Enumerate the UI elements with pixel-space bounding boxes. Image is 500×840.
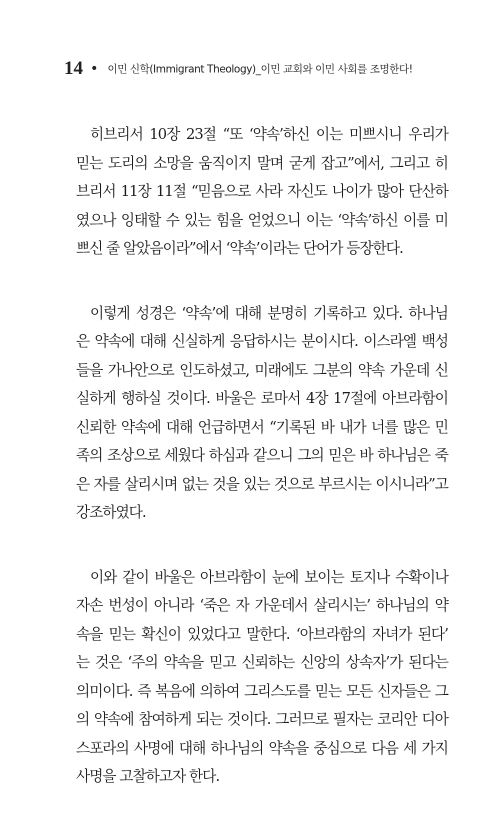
running-header	[64, 58, 464, 84]
text-line: 이렇게 성경은 ‘약속’에 대해 분명히 기록하고 있다. 하나님	[90, 304, 448, 322]
paragraph-1	[76, 121, 448, 264]
text-line: 신뢰한 약속에 대해 언급하면서 “기록된 바 내가 너를 많은 민	[76, 418, 448, 436]
paragraph-3	[76, 564, 448, 792]
text-line: 사명을 고찰하고자 한다.	[76, 768, 220, 785]
running-title: 이민 신학(Immigrant Theology)_이민 교회와 이민 사회를 조명한다!	[107, 63, 413, 76]
text-line: 실하게 행하실 것이다. 바울은 로마서 4장 17절에 아브라함이	[76, 390, 448, 407]
text-line: 강조하였다.	[76, 504, 146, 521]
text-line: 의 약속에 참여하게 되는 것이다. 그러므로 필자는 코리안 디아	[76, 711, 448, 728]
text-line: 스포라의 사명에 대해 하나님의 약속을 중심으로 다음 세 가지	[76, 739, 448, 757]
text-line: 히브리서 10장 23절 “또 ‘약속’하신 이는 미쁘시니 우리가	[90, 126, 448, 143]
text-line: 족의 조상으로 세웠다 하심과 같으니 그의 믿은 바 하나님은 죽	[76, 447, 448, 464]
page-number: 14	[64, 58, 83, 79]
text-line: 은 약속에 대해 신실하게 응답하시는 분이시다. 이스라엘 백성	[76, 333, 448, 350]
paragraph-2	[76, 300, 448, 528]
text-line: 들을 가나안으로 인도하셨고, 미래에도 그분의 약속 가운데 신	[76, 361, 448, 379]
text-line: 의미이다. 즉 복음에 의하여 그리스도를 믿는 모든 신자들은 그	[76, 682, 448, 700]
text-line: 였으나 잉태할 수 있는 힘을 얻었으니 이는 ‘약속’하신 이를 미	[76, 211, 448, 229]
text-line: 는 것은 ‘주의 약속을 믿고 신뢰하는 신앙의 상속자’가 된다는	[76, 654, 448, 671]
text-line: 브리서 11장 11절 “믿음으로 사라 자신도 나이가 많아 단산하	[76, 183, 448, 200]
header-bullet: •	[90, 61, 99, 77]
body-text	[76, 121, 448, 828]
text-line: 은 자를 살리시며 없는 것을 있는 것으로 부르시는 이시니라”고	[76, 475, 448, 493]
text-line: 믿는 도리의 소망을 움직이지 말며 굳게 잡고”에서, 그리고 히	[76, 154, 448, 172]
text-line: 속을 믿는 확신이 있었다고 말한다. ‘아브라함의 자녀가 된다’	[76, 625, 448, 643]
text-line: 이와 같이 바울은 아브라함이 눈에 보이는 토지나 수확이나	[90, 568, 448, 586]
text-line: 자손 번성이 아니라 ‘죽은 자 가운데서 살리시는’ 하나님의 약	[76, 597, 448, 614]
text-line: 쁘신 줄 알았음이라”에서 ‘약속’이라는 단어가 등장한다.	[76, 240, 403, 257]
